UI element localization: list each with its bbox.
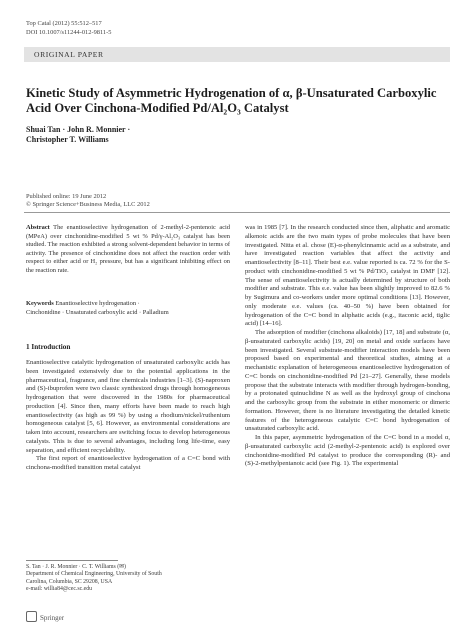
published-online-date: Published online: 19 June 2012	[26, 193, 107, 200]
publisher-name: Springer	[40, 614, 65, 622]
article-type-label: ORIGINAL PAPER	[34, 50, 104, 59]
abstract-text: The enantioselective hydrogenation of 2-methyl-2-pentenoic acid (MPeA) over cinchonidine-modified 5 wt % Pd/γ-Al₂O₃ catalyst has been studied. The reaction exhibited a strong solvent-dependent behavior in terms of activity. The presence of cinchonidine does not affect the reaction order with respect to either acid or H₂ pressure, but has a significant inhibiting effect on the reaction rate.	[26, 224, 231, 274]
right-paragraph-3: In this paper, asymmetric hydrogenation of the C=C bond in a model α, β-unsaturated carboxylic acid (2-methyl-2-pentenoic acid) is explored over cinchonidine-modified Pd catalyst to produce the corresponding (R)- and (S)-2-methylpentanoic acid (see Fig. 1). The experimental	[245, 434, 450, 468]
keywords-label: Keywords	[26, 300, 54, 307]
right-paragraph-1: was in 1985 [7]. In the research conducted since then, aliphatic and aromatic alkenoic acids are the two main types of probe molecules that have been investigated. Nitta et al. chose (E)-α-phenylcinnamic acid as a substrate, and have investigated reaction variables that affect the activity and enantioselectivity [8–11]. Their best e.e. value reported is ca. 72 % for the S-product with cinchonidine-modified 5 wt % Pd/TiO₂ catalyst in DMF [12]. The sense of enantioselectivity is actually determined by structure of both modifier and substrate. This e.e. value has been slightly improved to 82.6 % by Sugimura and co-workers under more optimal conditions [13]. However, only moderate e.e. values (ca. 40–50 %) have been obtained for hydrogenation of the C=C bond in aliphatic acids (e.g., itaconic acid, tiglic acid) [14–16].	[245, 224, 450, 328]
author-list	[26, 125, 130, 145]
publisher-mark	[26, 611, 64, 622]
publication-info	[26, 193, 150, 210]
footnote-divider	[26, 560, 118, 561]
authors-line-2[interactable]: Christopher T. Williams	[26, 135, 109, 144]
article-title: Kinetic Study of Asymmetric Hydrogenation of α, β-Unsaturated Carboxylic Acid Over Cinchona-Modified Pd/Al₂O₃ Catalyst	[26, 86, 437, 115]
intro-paragraph-1: Enantioselective catalytic hydrogenation of unsaturated carboxylic acids has been investigated extensively due to the potential applications in the pharmaceutical, fragrance, and fine chemicals industries [1–3]. (S)-naproxen and (S)-ibuprofen were two classic synthesized drugs through homogeneous hydrogenation that were discovered in the 1980s for pharmaceutical production [4]. Since then, many efforts have been made to reach high enantioselectivity (as high as 99 %) by using a rhodium/nickel/ruthenium homogeneous catalyst [5, 6]. However, as environmental considerations are taken into account, researchers are switching focus to develop heterogeneous catalysts. This is due to several advantages, including long life-time, easy separation, and efficient recyclability.	[26, 359, 230, 454]
journal-issue: Top Catal (2012) 55:512–517	[26, 20, 102, 27]
keywords-line-1: Enantioselective hydrogenation ·	[55, 300, 140, 307]
authors-line-1[interactable]: Shuai Tan · John R. Monnier ·	[26, 125, 131, 134]
header-divider	[24, 212, 450, 213]
footnote-email[interactable]: e-mail: willia84@cec.sc.edu	[26, 586, 93, 593]
intro-paragraph-2: The first report of enantioselective hydrogenation of a C=C bond with cinchona-modified transition metal catalyst	[26, 455, 230, 471]
doi-line[interactable]: DOI 10.1007/s11244-012-9811-5	[26, 28, 112, 36]
copyright-line: © Springer Science+Business Media, LLC 2012	[26, 201, 150, 209]
springer-horse-icon	[26, 611, 37, 622]
right-column-text	[245, 224, 450, 469]
introduction-text	[26, 359, 230, 473]
article-type-band	[24, 47, 450, 62]
abstract-label: Abstract	[26, 224, 50, 231]
keywords-block	[26, 300, 230, 317]
author-affiliation-footnote	[26, 564, 230, 594]
right-paragraph-2: The adsorption of modifier (cinchona alkaloids) [17, 18] and substrate (α, β-unsaturated carboxylic acids) [19, 20] on metal and oxide surfaces have been investigated. Several substrate-modifier interaction models have been proposed based on experimental and theoretical studies, aiming at a mechanistic explanation of heterogeneous enantioselective hydrogenation of C=C bonds on cinchonidine-modified Pd [21–27]. Generally, these models propose that the substrate interacts with modifier through hydrogen-bonding, by a protonated quinuclidine N as well as the hydroxyl group of cinchona and the carboxylic group from the substrate in either monomeric or dimeric formation. However, there is no literature investigating the detailed kinetic features of the heterogeneous catalytic C=C bond hydrogenation of unsaturated carboxylic acid.	[245, 329, 450, 433]
footnote-dept: Department of Chemical Engineering, University of South	[26, 571, 162, 578]
footnote-address: Carolina, Columbia, SC 29208, USA	[26, 578, 113, 585]
keywords-line-2: Cinchonidine · Unsaturated carboxylic acid · Palladium	[26, 308, 169, 316]
abstract-block	[26, 224, 230, 276]
footnote-authors: S. Tan · J. R. Monnier · C. T. Williams (✉)	[26, 564, 126, 570]
journal-citation	[26, 20, 111, 37]
section-heading-introduction: 1 Introduction	[26, 343, 71, 351]
